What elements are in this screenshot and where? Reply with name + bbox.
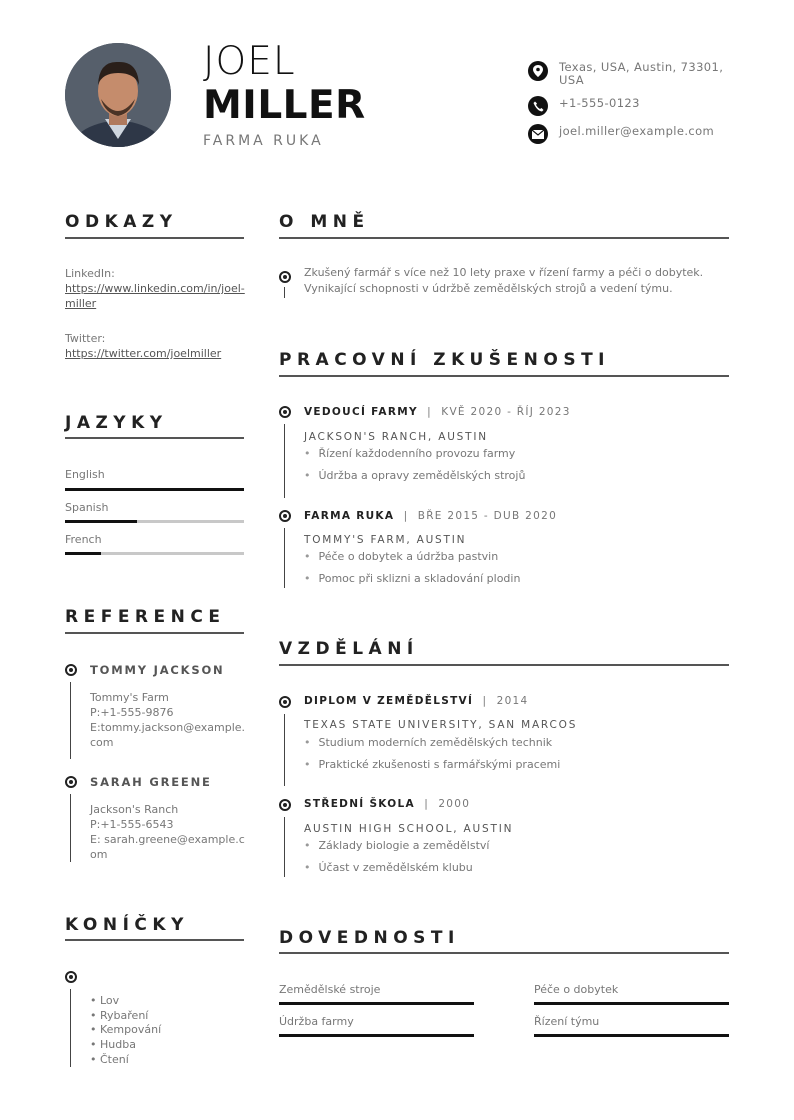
reference-details	[90, 690, 248, 750]
education-bullet: • Studium moderních zemědělských technik	[304, 736, 552, 749]
experience-role: VEDOUCÍ FARMY | KVĚ 2020 - ŘÍJ 2023	[304, 406, 571, 418]
language-level-fill	[65, 520, 137, 523]
language-name: English	[65, 468, 105, 481]
email-icon	[528, 124, 548, 144]
twitter-label: Twitter:	[65, 332, 106, 345]
timeline-dot-icon	[65, 971, 77, 983]
linkedin-link[interactable]: https://www.linkedin.com/in/joel-miller	[65, 282, 245, 310]
language-level-fill	[65, 488, 244, 491]
links-rule	[65, 237, 244, 239]
profile-photo	[65, 43, 171, 147]
experience-bullet: • Údržba a opravy zemědělských strojů	[304, 469, 525, 482]
timeline-dot-icon	[279, 510, 291, 522]
timeline-dot-icon	[279, 271, 291, 283]
experience-bullet: • Péče o dobytek a údržba pastvin	[304, 550, 498, 563]
timeline-line	[70, 989, 71, 1067]
education-title: VZDĚLÁNÍ	[279, 639, 419, 659]
timeline-line	[284, 287, 285, 298]
timeline-dot-icon	[279, 696, 291, 708]
language-level-fill	[65, 552, 101, 555]
experience-role: FARMA RUKA | BŘE 2015 - DUB 2020	[304, 510, 558, 522]
hobby-item: • Kempování	[90, 1023, 162, 1036]
reference-company: Jackson's Ranch	[90, 803, 179, 816]
reference-phone: P:+1-555-9876	[90, 706, 174, 719]
contact-address	[528, 61, 729, 87]
education-school: TEXAS STATE UNIVERSITY, SAN MARCOS	[304, 719, 578, 731]
education-degree: STŘEDNÍ ŠKOLA | 2000	[304, 798, 471, 810]
experience-place: JACKSON'S RANCH, AUSTIN	[304, 431, 488, 443]
education-degree: DIPLOM V ZEMĚDĚLSTVÍ | 2014	[304, 695, 529, 707]
timeline-line	[284, 424, 285, 498]
address-text: Texas, USA, Austin, 73301, USA	[559, 60, 724, 87]
contact-email	[528, 124, 729, 144]
experience-bullet: • Řízení každodenního provozu farmy	[304, 447, 515, 460]
skill-name: Zemědělské stroje	[279, 983, 381, 996]
hobbies-title: KONÍČKY	[65, 915, 189, 935]
links-title: ODKAZY	[65, 212, 178, 232]
language-level-bar	[65, 520, 244, 523]
language-level-bar	[65, 552, 244, 555]
reference-details	[90, 802, 248, 862]
hobbies-rule	[65, 939, 244, 941]
location-pin-icon	[528, 61, 548, 81]
about-rule	[279, 237, 729, 239]
reference-company: Tommy's Farm	[90, 691, 169, 704]
experience-title: PRACOVNÍ ZKUŠENOSTI	[279, 350, 611, 370]
reference-email: E:tommy.jackson@example.com	[90, 721, 246, 749]
skill-name: Řízení týmu	[534, 1015, 600, 1028]
language-name: Spanish	[65, 501, 109, 514]
reference-phone: P:+1-555-6543	[90, 818, 174, 831]
reference-name: TOMMY JACKSON	[90, 663, 225, 677]
hobby-item: • Rybaření	[90, 1009, 149, 1022]
education-bullet: • Základy biologie a zemědělství	[304, 839, 489, 852]
skills-title: DOVEDNOSTI	[279, 928, 460, 948]
hobby-item: • Hudba	[90, 1038, 136, 1051]
timeline-line	[70, 794, 71, 862]
education-rule	[279, 664, 729, 666]
skill-bar	[534, 1002, 729, 1005]
education-school: AUSTIN HIGH SCHOOL, AUSTIN	[304, 823, 514, 835]
skill-name: Údržba farmy	[279, 1015, 354, 1028]
skills-rule	[279, 952, 729, 954]
timeline-dot-icon	[279, 406, 291, 418]
timeline-dot-icon	[65, 776, 77, 788]
timeline-dot-icon	[65, 664, 77, 676]
timeline-line	[70, 682, 71, 759]
job-title: FARMA RUKA	[203, 133, 324, 149]
hobby-item: • Čtení	[90, 1053, 129, 1066]
contact-phone	[528, 96, 729, 116]
languages-title: JAZYKY	[65, 413, 168, 433]
languages-rule	[65, 437, 244, 439]
experience-rule	[279, 375, 729, 377]
language-level-bar	[65, 488, 244, 491]
skill-bar	[279, 1002, 474, 1005]
timeline-line	[284, 714, 285, 786]
experience-bullet: • Pomoc při sklizni a skladování plodin	[304, 572, 520, 585]
references-rule	[65, 632, 244, 634]
email-text: joel.miller@example.com	[559, 124, 715, 138]
education-bullet: • Účast v zemědělském klubu	[304, 861, 473, 874]
last-name: MILLER	[203, 83, 366, 128]
first-name: JOEL	[203, 39, 296, 84]
education-bullet: • Praktické zkušenosti s farmářskými pracemi	[304, 758, 560, 771]
skill-bar	[279, 1034, 474, 1037]
references-title: REFERENCE	[65, 607, 226, 627]
reference-name: SARAH GREENE	[90, 775, 212, 789]
about-text: Zkušený farmář s více než 10 lety praxe v řízení farmy a péči o dobytek. Vynikající schopnosti v údržbě zemědělských strojů a vedení týmu.	[304, 266, 704, 295]
phone-text: +1-555-0123	[559, 96, 640, 110]
experience-place: TOMMY'S FARM, AUSTIN	[304, 534, 467, 546]
skill-name: Péče o dobytek	[534, 983, 619, 996]
skill-bar	[534, 1034, 729, 1037]
timeline-line	[284, 528, 285, 588]
about-title: O MNĚ	[279, 212, 370, 232]
language-name: French	[65, 533, 102, 546]
reference-email: E: sarah.greene@example.com	[90, 833, 245, 861]
phone-icon	[528, 96, 548, 116]
hobby-item: • Lov	[90, 994, 120, 1007]
timeline-line	[284, 817, 285, 877]
twitter-link[interactable]: https://twitter.com/joelmiller	[65, 347, 222, 360]
linkedin-label: LinkedIn:	[65, 267, 115, 280]
timeline-dot-icon	[279, 799, 291, 811]
